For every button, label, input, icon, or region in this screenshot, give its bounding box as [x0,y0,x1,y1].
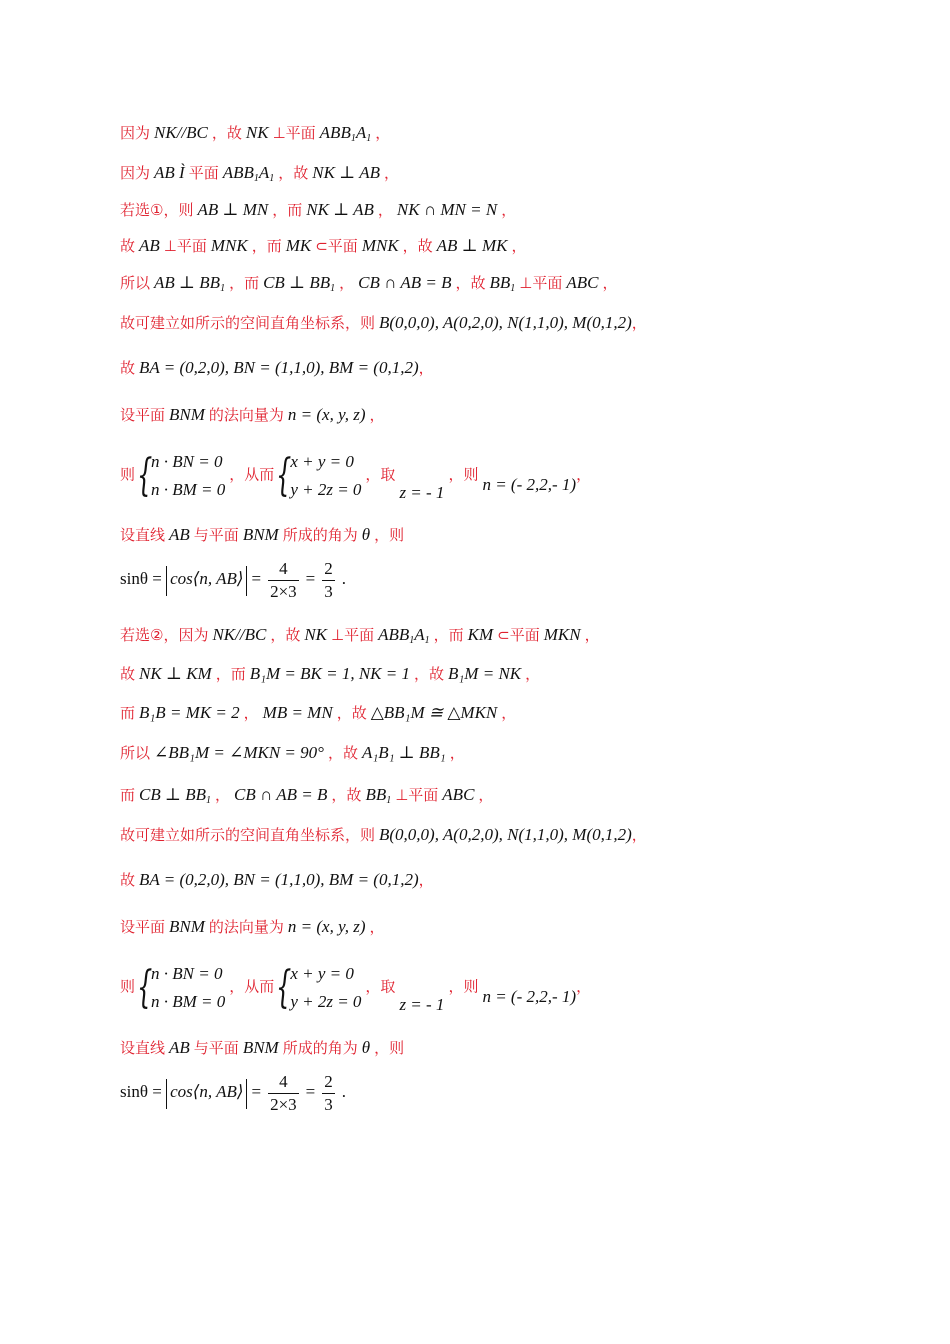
option2-line-5: 而 CB ⊥ $BB_1$ ， CB ∩ AB = B ，故 $BB_1$ ⊥平面 ABC ， [120,785,494,806]
system-4: { x + y = 0 y + 2z = 0 [278,960,361,1016]
line-1: 因为 NK//BC ，故 NK ⊥平面 $ABB_1A_1$ ， [120,123,391,144]
sine-result-2: sinθ = cos⟨n, AB⟩ = $\frac{4}{2\times 3}$ = $\frac{2}{3}$ . [120,1072,346,1114]
option2-line-2: 故 NK ⊥ KM ，而 B₁M = BK = 1, NK = 1 ，故 B₁M = NK ， [120,664,541,683]
option2-line-3: 而 B₁B = MK = 2 ， MB = MN ，故 △BB₁M ≅ △MKN ， [120,703,517,722]
normal-line-1: 设平面 BNM 的法向量为 n = (x, y, z) ， [120,405,385,424]
system-1: { n · BN = 0 n · BM = 0 [139,448,225,504]
option2-line-1: 若选②，因为 NK//BC ，故 NK ⊥平面 $ABB_1A_1$ ，而 KM ⊂平面 MKN ， [120,625,600,646]
angle-line-2: 设直线 AB 与平面 BNM 所成的角为 θ ，则 [120,1038,405,1057]
line-5: 所以 AB ⊥ $BB_1$ ，而 CB ⊥ $BB_1$ ， CB ∩ AB = B ，故 $BB_1$ ⊥平面 ABC ， [120,273,618,294]
normal-line-2: 设平面 BNM 的法向量为 n = (x, y, z) ， [120,917,385,936]
system-3: { n · BN = 0 n · BM = 0 [139,960,225,1016]
option2-line-4: 所以 ∠BB₁M = ∠MKN = 90° ，故 A₁B₁ ⊥ BB₁ ， [120,743,465,762]
system-line-1: 则 { n · BN = 0 n · BM = 0 ，从而 { x + y = 0 y + 2z = 0 ，取 z = - 1 ，则 n = (- 2,2,- 1)， [120,448,591,504]
line-4: 故 AB ⊥平面 MNK ，而 MK ⊂平面 MNK ，故 AB ⊥ MK ， [120,236,527,255]
system-2: { x + y = 0 y + 2z = 0 [278,448,361,504]
angle-line-1: 设直线 AB 与平面 BNM 所成的角为 θ ，则 [120,525,405,544]
sine-result-1: sinθ = cos⟨n, AB⟩ = $\frac{4}{2\times 3}$ = $\frac{2}{3}$ . [120,559,346,601]
line-3: 若选①，则 AB ⊥ MN ，而 NK ⊥ AB ， NK ∩ MN = N ， [120,200,517,219]
vectors-line-2: 故 BA = (0,2,0), BN = (1,1,0), BM = (0,1,2)， [120,870,434,889]
line-2: 因为 AB Ì 平面 $ABB_1A_1$ ，故 NK ⊥ AB ， [120,163,399,184]
coordinates-line-1: 故可建立如所示的空间直角坐标系，则 B(0,0,0), A(0,2,0), N(1,1,0), M(0,1,2)， [120,313,647,332]
vectors-line-1: 故 BA = (0,2,0), BN = (1,1,0), BM = (0,1,2)， [120,358,434,377]
coordinates-line-2: 故可建立如所示的空间直角坐标系，则 B(0,0,0), A(0,2,0), N(1,1,0), M(0,1,2)， [120,825,647,844]
system-line-2: 则 { n · BN = 0 n · BM = 0 ，从而 { x + y = 0 y + 2z = 0 ，取 z = - 1 ，则 n = (- 2,2,- 1)， [120,960,591,1016]
